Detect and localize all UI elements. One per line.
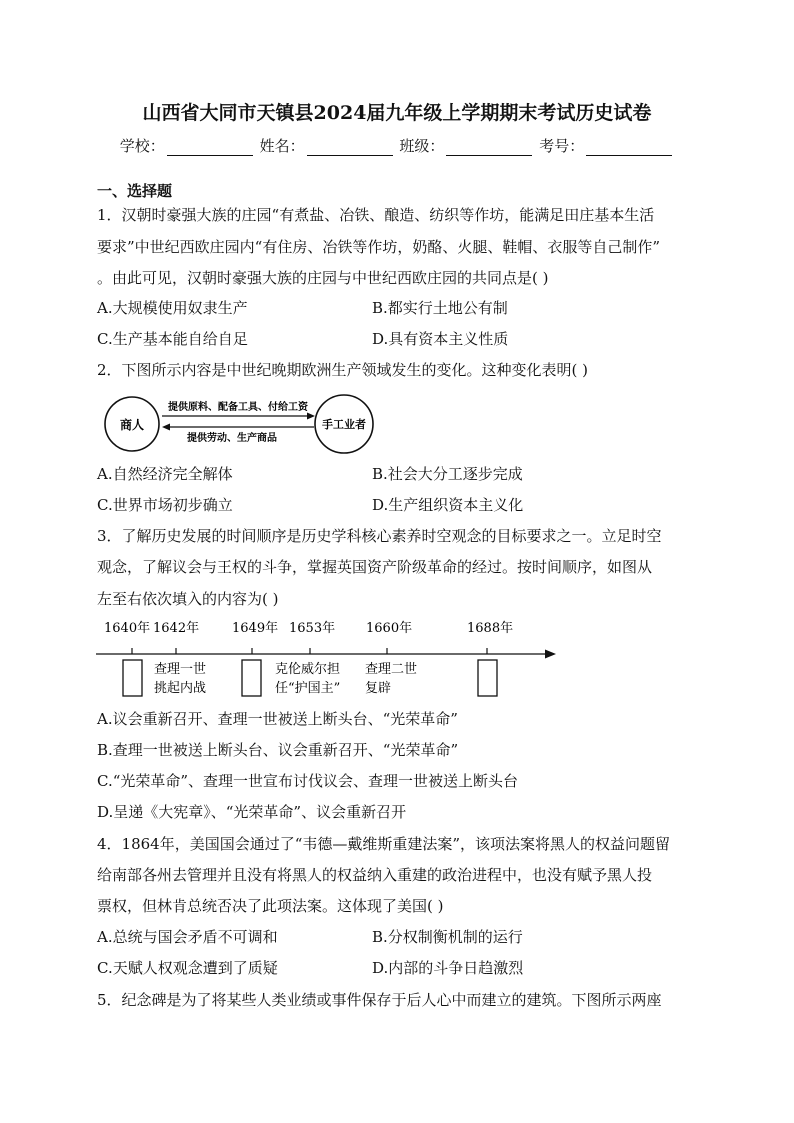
school-blank[interactable] xyxy=(167,141,253,156)
event-1660-line2: 复辟 xyxy=(365,681,392,696)
number-label: 考号： xyxy=(539,137,585,155)
q4-option-d[interactable]: D.内部的斗争日趋激烈 xyxy=(372,959,524,977)
q2-option-a[interactable]: A.自然经济完全解体 xyxy=(97,465,233,483)
merchant-label: 商人 xyxy=(119,418,145,432)
section-heading: 一、选择题 xyxy=(97,182,173,200)
class-label: 班级： xyxy=(399,137,445,155)
q2-option-b[interactable]: B.社会大分工逐步完成 xyxy=(372,465,523,483)
q4-line3: 票权，但林肯总统否决了此项法案。这体现了美国( ) xyxy=(97,897,444,915)
q3-option-a[interactable]: A.议会重新召开、查理一世被送上断头台、“光荣革命” xyxy=(97,710,458,728)
year-1688: 1688年 xyxy=(467,621,514,636)
name-label: 姓名： xyxy=(259,137,305,155)
page-title: 山西省大同市天镇县2024届九年级上学期期末考试历史试卷 xyxy=(142,102,652,124)
exam-info-row xyxy=(0,136,794,156)
bottom-arrow-label: 提供劳动、生产商品 xyxy=(187,433,277,444)
q1-line1: 1．汉朝时豪强大族的庄园“有煮盐、冶铁、酿造、纺织等作坊，能满足田庄基本生活 xyxy=(97,206,655,224)
q4-option-c[interactable]: C.天赋人权观念遭到了质疑 xyxy=(97,959,278,977)
top-arrow-label: 提供原料、配备工具、付给工资 xyxy=(168,402,308,413)
q3-option-d[interactable]: D.呈递《大宪章》、“光荣革命”、议会重新召开 xyxy=(97,803,407,821)
q3-line1: 3．了解历史发展的时间顺序是历史学科核心素养时空观念的目标要求之一。立足时空 xyxy=(97,527,662,545)
number-blank[interactable] xyxy=(586,141,672,156)
q4-option-a[interactable]: A.总统与国会矛盾不可调和 xyxy=(97,928,278,946)
q1-line3: 。由此可见，汉朝时豪强大族的庄园与中世纪西欧庄园的共同点是( ) xyxy=(97,269,549,287)
q1-option-d[interactable]: D.具有资本主义性质 xyxy=(372,330,509,348)
q3-line3: 左至右依次填入的内容为( ) xyxy=(97,590,279,608)
q3-line2: 观念，了解议会与王权的斗争，掌握英国资产阶级革命的经过。按时间顺序，如图从 xyxy=(97,558,653,576)
q2-option-d[interactable]: D.生产组织资本主义化 xyxy=(372,496,524,514)
event-1660-line1: 查理二世 xyxy=(365,662,418,677)
q5-line1: 5．纪念碑是为了将某些人类业绩或事件保存于后人心中而建立的建筑。下图所示两座 xyxy=(97,991,662,1009)
q1-line2: 要求”中世纪西欧庄园内“有住房、冶铁等作坊，奶酪、火腿、鞋帽、衣服等自己制作” xyxy=(97,238,661,256)
q2-line1: 2．下图所示内容是中世纪晚期欧洲生产领域发生的变化。这种变化表明( ) xyxy=(97,361,589,379)
q1-option-a[interactable]: A.大规模使用奴隶生产 xyxy=(97,299,248,317)
q4-line1: 4．1864年，美国国会通过了“韦德—戴维斯重建法案”，该项法案将黑人的权益问题留 xyxy=(97,835,671,853)
q2-option-c[interactable]: C.世界市场初步确立 xyxy=(97,496,233,514)
q4-line2: 给南部各州去管理并且没有将黑人的权益纳入重建的政治进程中，也没有赋予黑人投 xyxy=(97,866,653,884)
q3-option-b[interactable]: B.查理一世被送上断头台、议会重新召开、“光荣革命” xyxy=(97,741,459,759)
blank-box-2 xyxy=(242,660,261,696)
q3-option-c[interactable]: C.“光荣革命”、查理一世宣布讨伐议会、查理一世被送上断头台 xyxy=(97,772,519,790)
event-1642-line2: 挑起内战 xyxy=(154,681,207,696)
school-label: 学校： xyxy=(119,137,165,155)
blank-box-1 xyxy=(123,660,142,696)
event-1653-line2: 任“护国主” xyxy=(275,681,341,696)
q1-option-b[interactable]: B.都实行土地公有制 xyxy=(372,299,508,317)
event-1642-line1: 查理一世 xyxy=(154,662,207,677)
class-blank[interactable] xyxy=(446,141,532,156)
year-1640: 1640年 xyxy=(104,621,151,636)
blank-box-3 xyxy=(478,660,497,696)
year-1649: 1649年 xyxy=(232,621,279,636)
year-1642: 1642年 xyxy=(153,621,200,636)
q1-option-c[interactable]: C.生产基本能自给自足 xyxy=(97,330,248,348)
year-1653: 1653年 xyxy=(289,621,336,636)
q3-timeline xyxy=(90,616,565,702)
artisan-label: 手工业者 xyxy=(322,418,366,431)
event-1653-line1: 克伦威尔担 xyxy=(275,662,341,677)
q4-option-b[interactable]: B.分权制衡机制的运行 xyxy=(372,928,523,946)
name-blank[interactable] xyxy=(307,141,393,156)
year-1660: 1660年 xyxy=(366,621,413,636)
q2-diagram xyxy=(100,394,380,456)
